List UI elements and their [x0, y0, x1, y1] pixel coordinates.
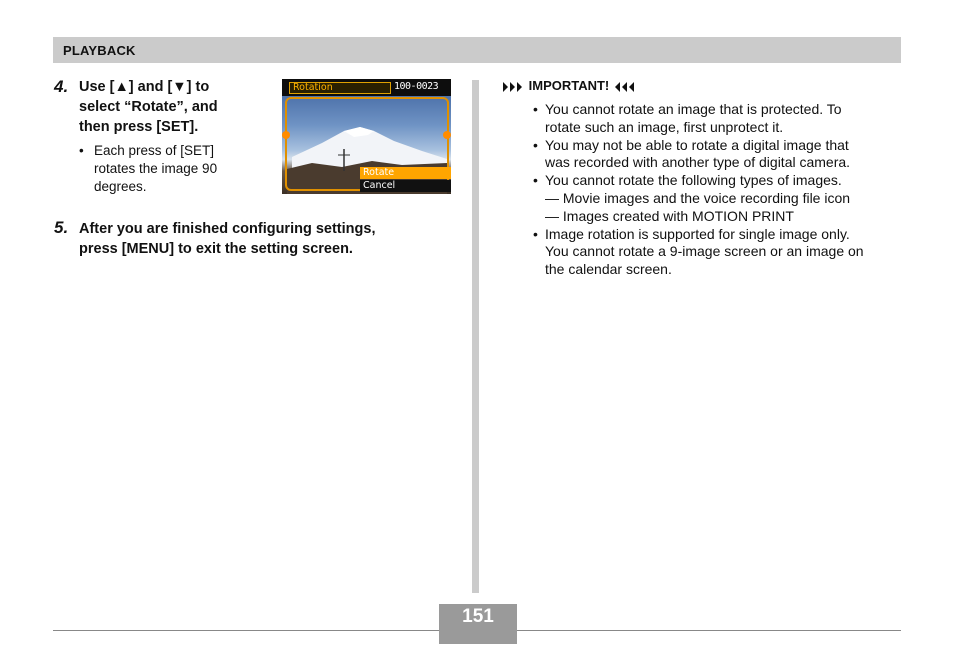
important-list	[533, 101, 895, 279]
important-item-4-line-2: You cannot rotate a 9-image screen or an image on	[545, 243, 864, 260]
important-item-3-line-2: — Movie images and the voice recording file icon	[545, 189, 851, 206]
important-item-1-line-1: You cannot rotate an image that is protected. To	[545, 101, 842, 117]
bullet-dot: •	[533, 225, 538, 242]
left-arrow-icon	[282, 131, 290, 139]
camera-title: Rotation	[293, 82, 333, 93]
page-number-box	[439, 604, 517, 644]
column-divider	[472, 80, 479, 593]
step-4-note-line-2: rotates the image 90	[94, 161, 218, 176]
important-item	[533, 225, 895, 279]
step-4-note-line-1: Each press of [SET]	[94, 143, 215, 158]
step-5-line-2: press [MENU] to exit the setting screen.	[79, 241, 353, 257]
camera-menu-cancel: Cancel	[360, 180, 451, 192]
bullet-dot: •	[533, 101, 538, 117]
camera-file-number: 100-0023	[394, 81, 439, 92]
camera-top-bar	[282, 79, 451, 96]
important-item-1-line-2: rotate such an image, first unprotect it.	[545, 118, 784, 135]
step-4-line-2: select “Rotate”, and	[79, 99, 218, 115]
step-4-line-1: Use [▲] and [▼] to	[79, 79, 210, 95]
important-item	[533, 136, 895, 173]
important-title: IMPORTANT!	[528, 78, 610, 93]
bullet-dot: •	[533, 172, 538, 189]
bullet-dot: •	[79, 143, 84, 158]
camera-title-box	[289, 82, 391, 94]
important-item-4-line-1: Image rotation is supported for single image only.	[545, 225, 850, 242]
important-item-2-line-2: was recorded with another type of digital camera.	[545, 154, 851, 171]
important-item-3-line-3: — Images created with MOTION PRINT	[545, 207, 794, 224]
right-arrow-icon	[443, 131, 451, 139]
important-item	[533, 172, 895, 225]
important-left-icon	[503, 81, 525, 93]
important-heading	[503, 78, 635, 93]
step-5-number: 5.	[54, 218, 69, 237]
camera-menu	[360, 167, 451, 194]
camera-menu-rotate: Rotate	[360, 167, 451, 179]
important-item-2-line-1: You may not be able to rotate a digital image that	[545, 136, 849, 153]
important-item	[533, 101, 895, 137]
important-item-3-line-1: You cannot rotate the following types of images.	[545, 172, 842, 189]
step-4-line-3: then press [SET].	[79, 119, 199, 135]
step-5-instruction	[79, 219, 459, 259]
camera-screen-illustration	[282, 79, 451, 194]
important-right-icon	[613, 81, 635, 93]
step-4-instruction	[79, 77, 269, 137]
page-number: 151	[462, 606, 494, 627]
important-item-4-line-3: the calendar screen.	[545, 261, 672, 278]
step-4-note	[79, 142, 264, 196]
section-title: PLAYBACK	[63, 43, 136, 58]
bullet-dot: •	[533, 136, 538, 153]
section-header-bar	[53, 37, 901, 63]
step-5-line-1: After you are finished configuring settings,	[79, 221, 376, 237]
step-4-note-line-3: degrees.	[94, 179, 147, 194]
step-4-number: 4.	[54, 77, 69, 96]
